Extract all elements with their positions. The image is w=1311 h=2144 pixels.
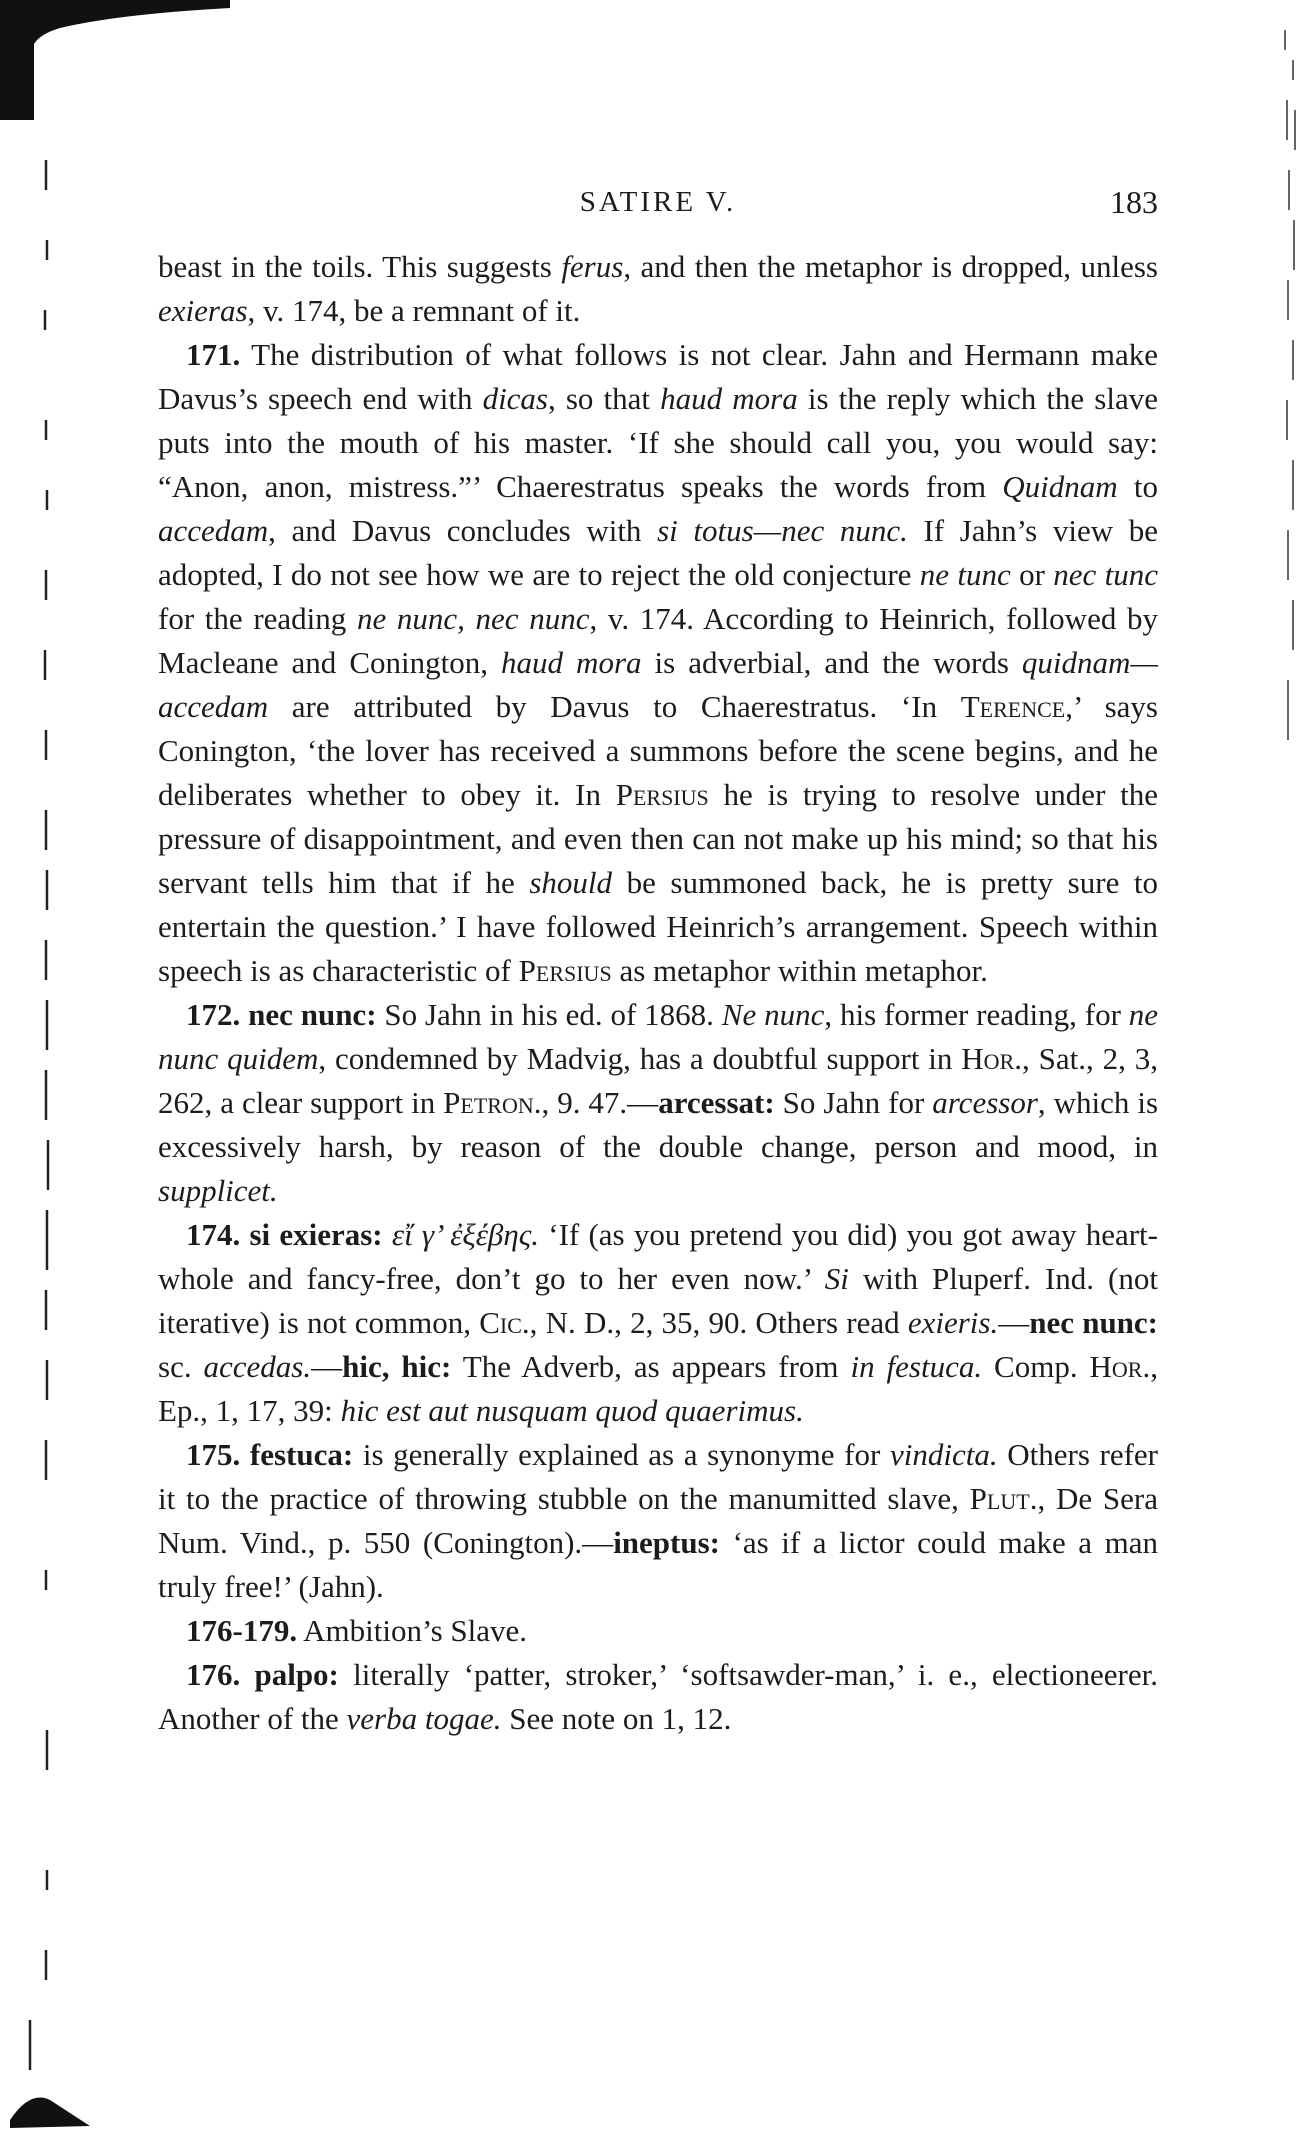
note-number: 174. [186, 1217, 241, 1252]
page-number: 183 [1110, 184, 1158, 220]
note-175: 175. festuca: is generally explained as a synonyme for vindicta. Others refer it to the practice of throwing stubble on the manumitted slave, Plut., De Sera Num. Vind., p. 550 (Conington).—ineptus: ‘as if a lictor could make a man truly free!’ (Jahn). [158, 1437, 1159, 1604]
page-header [158, 178, 1158, 226]
commentary-text [158, 245, 1158, 1741]
note-number: 172. [186, 997, 241, 1032]
binding-edge-marks [38, 150, 58, 2050]
note-number: 175. [186, 1437, 241, 1472]
continuation-paragraph: beast in the toils. This suggests ferus, and then the metaphor is dropped, unless exieras, v. 174, be a remnant of it. [158, 249, 1158, 328]
note-172: 172. nec nunc: So Jahn in his ed. of 1868. Ne nunc, his former reading, for ne nunc quidem, condemned by Madvig, has a doubtful support in Hor., Sat., 2, 3, 262, a clear support in Petron., 9. 47.—arcessat: So Jahn for arcessor, which is excessively harsh, by reason of the double change, person and mood, in supplicet. [158, 997, 1159, 1208]
running-head: SATIRE V. [579, 186, 737, 218]
right-edge-marks [1275, 20, 1305, 760]
bottom-corner-mark [10, 2020, 100, 2130]
note-176: 176. palpo: literally ‘patter, stroker,’ ‘softsawder-man,’ i. e., electioneerer. Another of the verba togae. See note on 1, 12. [158, 1657, 1158, 1736]
note-171: 171. The distribution of what follows is not clear. Jahn and Hermann make Davus’s speech end with dicas, so that haud mora is the reply which the slave puts into the mouth of his master. ‘If she should call you, you would say: “Anon, anon, mistress.”’ Chaerestratus speaks the words from Quidnam to accedam, and Davus concludes with si totus—nec nunc. If Jahn’s view be adopted, I do not see how we are to reject the old conjecture ne tunc or nec tunc for the reading ne nunc, nec nunc, v. 174. According to Heinrich, followed by Macleane and Conington, haud mora is adverbial, and the words quidnam—accedam are attributed by Davus to Chaerestratus. ‘In Terence,’ says Conington, ‘the lover has received a summons before the scene begins, and he deliberates whether to obey it. In Persius he is trying to resolve under the pressure of disappointment, and even then can not make up his mind; so that his servant tells him that if he should be summoned back, he is pretty sure to entertain the question.’ I have followed Heinrich’s arrangement. Speech within speech is as characteristic of Persius as metaphor within metaphor. [158, 337, 1159, 988]
note-number: 176. [186, 1657, 241, 1692]
note-number: 176-179. [186, 1613, 298, 1648]
note-number: 171. [186, 337, 241, 372]
page-corner-shadow [0, 0, 230, 120]
note-174: 174. si exieras: εἴ γ’ ἐξέβης. ‘If (as you pretend you did) you got away heart-whole and fancy-free, don’t go to her even now.’ Si with Pluperf. Ind. (not iterative) is not common, Cic., N. D., 2, 35, 90. Others read exieris.—nec nunc: sc. accedas.—hic, hic: The Adverb, as appears from in festuca. Comp. Hor., Ep., 1, 17, 39: hic est aut nusquam quod quaerimus. [158, 1217, 1159, 1428]
note-176-179: 176-179. Ambition’s Slave. [186, 1613, 528, 1648]
